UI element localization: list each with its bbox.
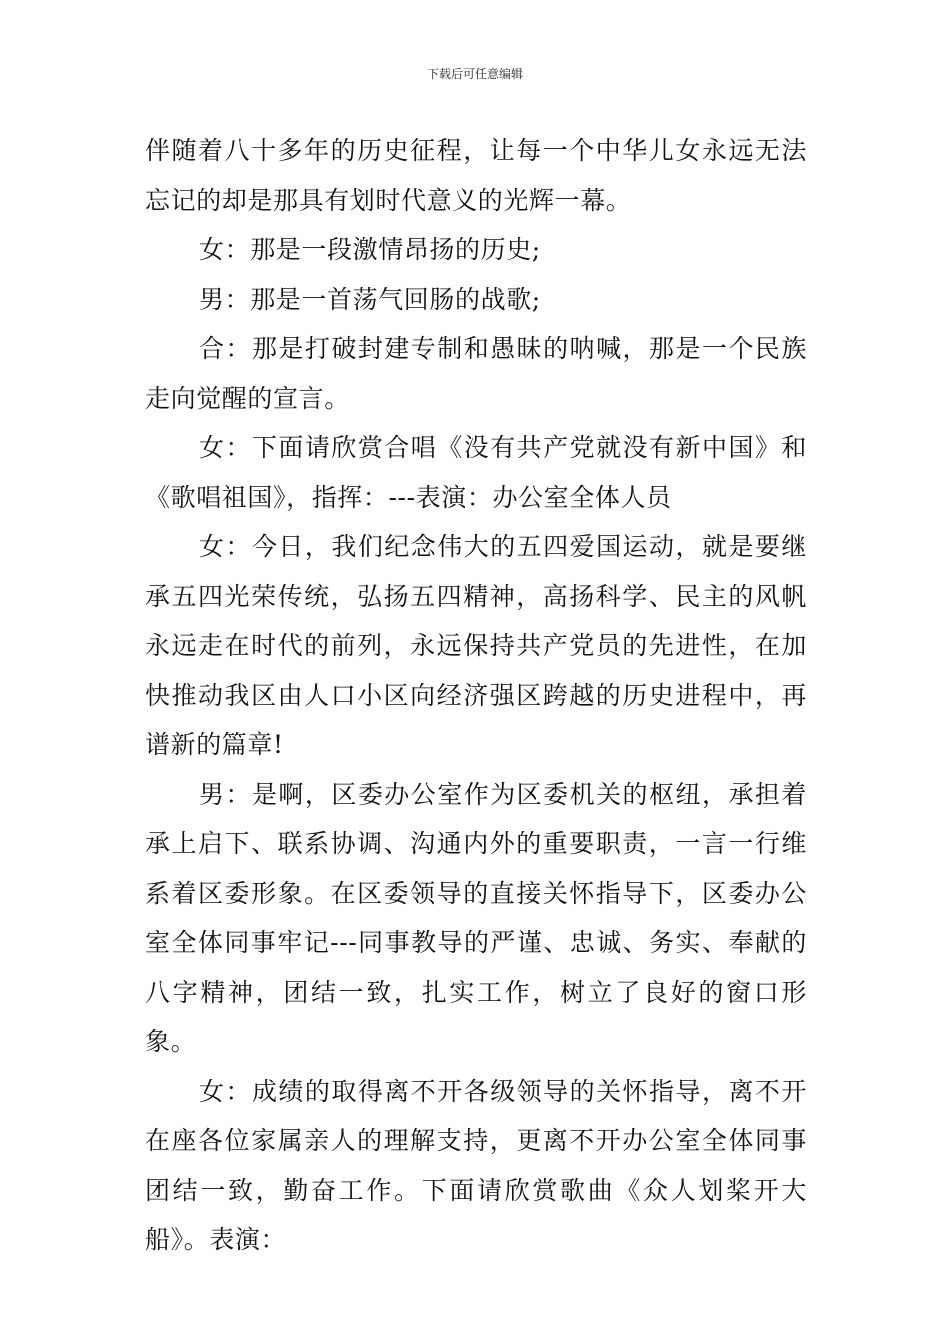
header-note: 下载后可任意编辑	[426, 67, 523, 81]
paragraph-together-line: 合：那是打破封建专制和愚昧的呐喊，那是一个民族走向觉醒的宣言。	[145, 334, 807, 413]
paragraph-intro: 伴随着八十多年的历史征程，让每一个中华儿女永远无法忘记的却是那具有划时代意义的光辉一幕。	[145, 136, 807, 215]
paragraph-male-line-1: 男：那是一首荡气回肠的战歌;	[199, 284, 541, 314]
paragraph-female-line-2: 女：下面请欣赏合唱《没有共产党就没有新中国》和《歌唱祖国》，指挥：---表演：办公室全体人员	[145, 433, 807, 512]
paragraph-female-line-1: 女：那是一段激情昂扬的历史;	[199, 235, 541, 264]
paragraph-female-line-4: 女：成绩的取得离不开各级领导的关怀指导，离不开在座各位家属亲人的理解支持，更离不开办公室全体同事团结一致，勤奋工作。下面请欣赏歌曲《众人划桨开大船》。表演：	[145, 1076, 807, 1254]
paragraph-female-line-3: 女：今日，我们纪念伟大的五四爱国运动，就是要继承五四光荣传统，弘扬五四精神，高扬科学、民主的风帆永远走在时代的前列，永远保持共产党员的先进性，在加快推动我区由人口小区向经济强区跨越的历史进程中，再谱新的篇章!	[145, 532, 807, 759]
document-body	[145, 126, 807, 1265]
paragraph-male-line-2: 男：是啊，区委办公室作为区委机关的枢纽，承担着承上启下、联系协调、沟通内外的重要职责，一言一行维系着区委形象。在区委领导的直接关怀指导下，区委办公室全体同事牢记---同事教导的严谨、忠诚、务实、奉献的八字精神，团结一致，扎实工作，树立了良好的窗口形象。	[145, 779, 807, 1056]
